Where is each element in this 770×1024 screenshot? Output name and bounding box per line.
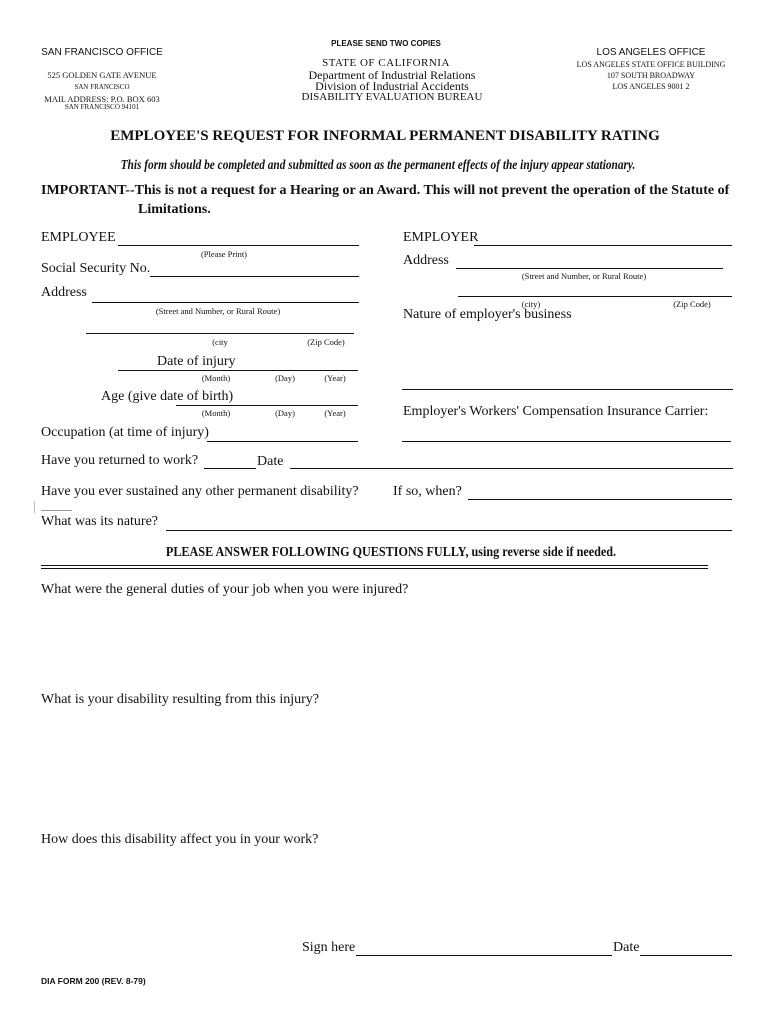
sign-date-label: Date [613,940,640,955]
birth-month-caption: (Month) [201,408,231,418]
age-label: Age (give date of birth) [101,389,234,404]
date-of-injury-field[interactable] [118,370,358,371]
signature-field[interactable] [356,955,612,956]
sf-office-mail: MAIL ADDRESS: P.O. BOX 603 [44,94,160,104]
nature-of-business-field[interactable] [402,389,733,390]
ssn-field[interactable] [150,276,359,277]
employee-street-caption: (Street and Number, or Rural Route) [155,306,281,316]
sign-date-field[interactable] [640,955,732,956]
important-line-1: IMPORTANT--This is not a request for a Hearing or an Award. This will not prevent the operation of the Statute of [41,183,730,198]
other-disability-label: Have you ever sustained any other permanent disability? [41,484,359,499]
employer-name-field[interactable] [474,245,732,246]
ssn-label: Social Security No. [41,261,151,276]
insurance-carrier-field[interactable] [402,441,731,442]
employee-city-caption: (city [212,337,228,347]
returned-date-field[interactable] [290,468,733,469]
employer-street-caption: (Street and Number, or Rural Route) [521,271,647,281]
sf-office-street: 525 GOLDEN GATE AVENUE [47,70,157,80]
returned-to-work-label: Have you returned to work? [41,453,199,468]
form-title: EMPLOYEE'S REQUEST FOR INFORMAL PERMANENT DISABILITY RATING [110,128,660,144]
state-line-3: Division of Industrial Accidents [315,79,469,93]
injury-year-caption: (Year) [324,373,346,383]
job-duties-answer-area[interactable] [41,605,731,685]
employer-street-field[interactable] [456,268,723,269]
date-of-injury-label: Date of injury [157,354,236,369]
disability-answer-area[interactable] [41,715,731,825]
employee-name-field[interactable] [118,245,359,246]
section-divider [41,565,708,569]
sf-office-city: SAN FRANCISCO [74,83,130,91]
form-subtitle: This form should be completed and submitted as soon as the permanent effects of the injury appear stationary. [120,157,636,172]
work-effect-answer-area[interactable] [41,855,731,935]
employee-city-field[interactable] [86,333,354,334]
occupation-field[interactable] [207,441,358,442]
sf-office-title: SAN FRANCISCO OFFICE [41,47,163,58]
please-print-caption: (Please Print) [200,249,248,259]
if-so-when-field[interactable] [468,499,732,500]
copies-note: PLEASE SEND TWO COPIES [331,39,441,48]
answer-instruction: PLEASE ANSWER FOLLOWING QUESTIONS FULLY, using reverse side if needed. [165,544,617,559]
state-line-4: DISABILITY EVALUATION BUREAU [301,91,483,103]
employer-zip-caption: (Zip Code) [673,299,711,309]
nature-of-disability-field[interactable] [166,530,732,531]
margin-dash [41,510,72,511]
nature-of-business-label: Nature of employer's business [403,307,572,322]
employer-city-field[interactable] [458,296,732,297]
injury-month-caption: (Month) [201,373,231,383]
employer-address-label: Address [403,253,449,268]
la-office-title: LOS ANGELES OFFICE [596,47,706,58]
question-disability: What is your disability resulting from this injury? [41,692,320,707]
employee-street-field[interactable] [92,302,359,303]
state-line-2: Department of Industrial Relations [308,68,476,82]
birth-day-caption: (Day) [275,408,295,418]
sign-here-label: Sign here [302,940,356,955]
state-line-1: STATE OF CALIFORNIA [322,57,450,69]
employee-address-label: Address [41,285,87,300]
occupation-label: Occupation (at time of injury) [41,425,209,440]
birth-year-caption: (Year) [324,408,346,418]
insurance-carrier-label: Employer's Workers' Compensation Insurance Carrier: [403,404,709,419]
injury-day-caption: (Day) [275,373,295,383]
la-office-street: 107 SOUTH BROADWAY [606,71,696,80]
employee-label: EMPLOYEE [41,230,116,245]
important-line-2: Limitations. [138,202,211,217]
la-office-building: LOS ANGELES STATE OFFICE BUILDING [576,60,726,69]
employer-label: EMPLOYER [403,230,479,245]
nature-of-disability-label: What was its nature? [41,514,159,529]
returned-to-work-field[interactable] [204,468,256,469]
if-so-when-label: If so, when? [393,484,462,499]
sf-office-mail-city: SAN FRANCISCO 94101 [64,103,140,111]
date-of-birth-field[interactable] [176,405,358,406]
margin-mark [34,501,35,513]
question-work-effect: How does this disability affect you in your work? [41,832,319,847]
returned-date-label: Date [257,454,284,469]
employer-city-caption: (city) [521,299,541,309]
question-job-duties: What were the general duties of your job when you were injured? [41,582,409,597]
la-office-city: LOS ANGELES 9001 2 [612,82,690,91]
form-id: DIA FORM 200 (REV. 8-79) [41,976,146,986]
employee-zip-caption: (Zip Code) [307,337,345,347]
